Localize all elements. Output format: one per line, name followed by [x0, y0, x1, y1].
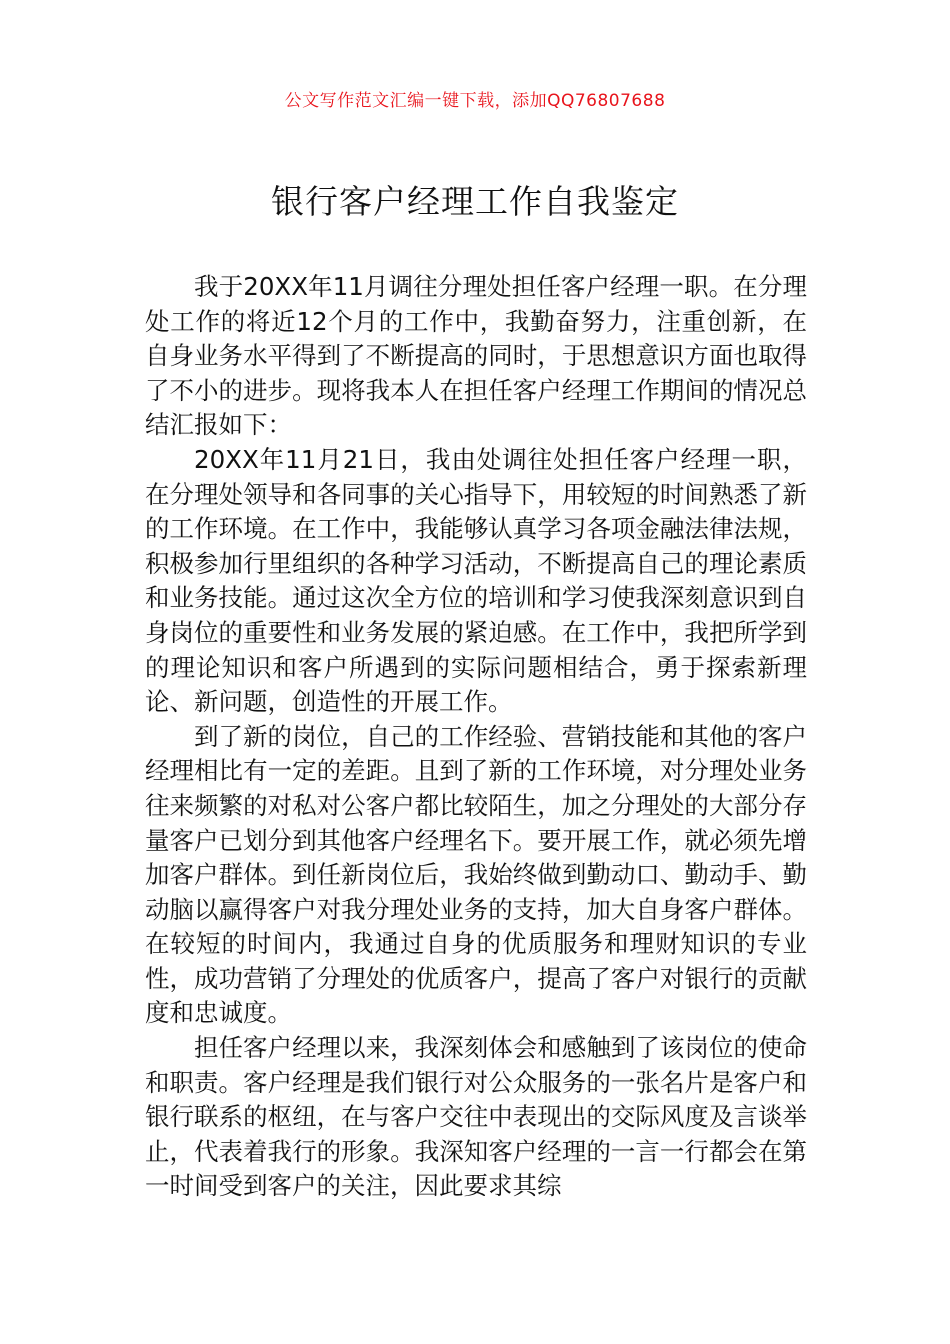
document-body	[145, 270, 807, 1204]
paragraph: 我于20XX年11月调往分理处担任客户经理一职。在分理处工作的将近12个月的工作中，我勤奋努力，注重创新，在自身业务水平得到了不断提高的同时，于思想意识方面也取得了不小的进步。现将我本人在担任客户经理工作期间的情况总结汇报如下：	[145, 272, 807, 440]
document-title: 银行客户经理工作自我鉴定	[271, 182, 679, 221]
paragraph: 20XX年11月21日，我由处调往处担任客户经理一职，在分理处领导和各同事的关心指导下，用较短的时间熟悉了新的工作环境。在工作中，我能够认真学习各项金融法律法规，积极参加行里组织的各种学习活动，不断提高自己的理论素质和业务技能。通过这次全方位的培训和学习使我深刻意识到自身岗位的重要性和业务发展的紧迫感。在工作中，我把所学到的理论知识和客户所遇到的实际问题相结合，勇于探索新理论、新问题，创造性的开展工作。	[145, 444, 807, 717]
paragraph: 到了新的岗位，自己的工作经验、营销技能和其他的客户经理相比有一定的差距。且到了新的工作环境，对分理处业务往来频繁的对私对公客户都比较陌生，加之分理处的大部分存量客户已划分到其他客户经理名下。要开展工作，就必须先增加客户群体。到任新岗位后，我始终做到勤动口、勤动手、勤动脑以赢得客户对我分理处业务的支持，加大自身客户群体。在较短的时间内，我通过自身的优质服务和理财知识的专业性，成功营销了分理处的优质客户，提高了客户对银行的贡献度和忠诚度。	[145, 721, 807, 1028]
paragraph: 担任客户经理以来，我深刻体会和感触到了该岗位的使命和职责。客户经理是我们银行对公众服务的一张名片是客户和银行联系的枢纽，在与客户交往中表现出的交际风度及言谈举止，代表着我行的形象。我深知客户经理的一言一行都会在第一时间受到客户的关注，因此要求其综	[145, 1033, 807, 1201]
header-banner: 公文写作范文汇编一键下载，添加QQ76807688	[284, 91, 666, 111]
